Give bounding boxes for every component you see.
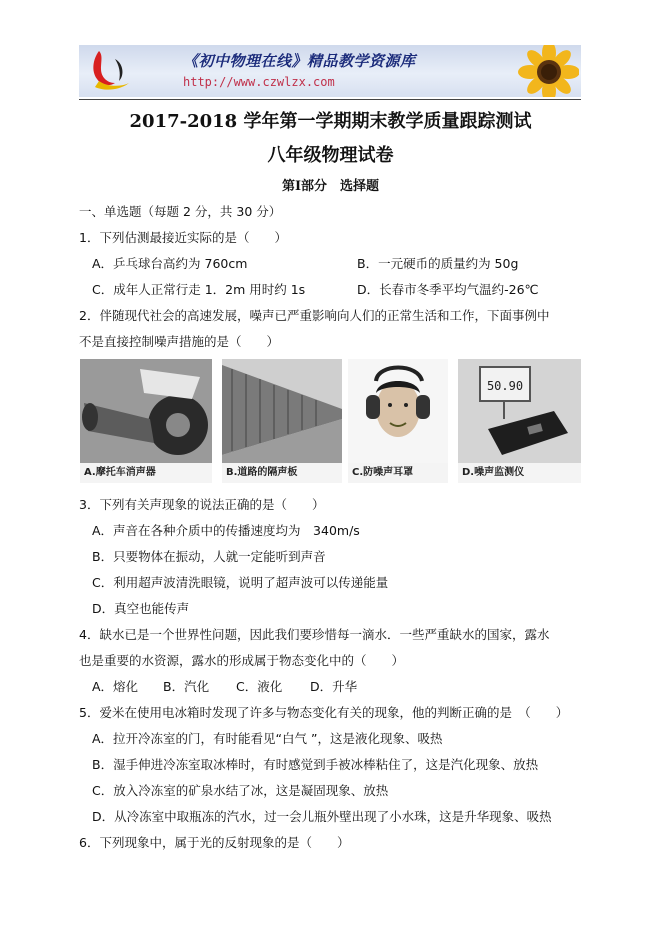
caption-a: A.摩托车消声器	[80, 463, 212, 483]
question-3-option-c: C．利用超声波清洗眼镜，说明了超声波可以传递能量	[92, 575, 389, 590]
question-1-option-a: A．乒乓球台高约为 760cm	[92, 256, 248, 271]
banner-title: 《初中物理在线》精品教学资源库	[183, 52, 416, 70]
exam-title: 2017-2018 学年第一学期期末教学质量跟踪测试	[129, 111, 532, 132]
caption-d: D.噪声监测仪	[458, 463, 581, 483]
photo-road-barrier	[222, 359, 342, 483]
caption-b: B.道路的隔声板	[222, 463, 342, 483]
question-5-option-b: B．湿手伸进冷冻室取冰棒时，有时感觉到手被冰棒粘住了，这是汽化现象、放热	[92, 757, 539, 772]
question-3-option-b: B．只要物体在振动，人就一定能听到声音	[92, 549, 326, 564]
photo-motorcycle-muffler	[80, 359, 212, 483]
question-1-option-c: C．成年人正常行走 1．2m 用时约 1s	[92, 282, 306, 297]
monitor-display: 50.90	[486, 379, 524, 393]
photo-earmuffs	[348, 359, 448, 483]
question-2-stem-line-1: 2．伴随现代社会的高速发展，噪声已严重影响向人们的正常生活和工作，下面事例中	[79, 308, 550, 323]
question-3-stem: 3．下列有关声现象的说法正确的是（ ）	[79, 497, 325, 512]
exam-subtitle: 八年级物理试卷	[267, 145, 394, 166]
question-4-option-b: B．汽化	[163, 679, 210, 694]
question-5-stem: 5．爱米在使用电冰箱时发现了许多与物态变化有关的现象，他的判断正确的是 （ ）	[79, 705, 569, 720]
question-2-stem-line-2: 不是直接控制噪声措施的是（ ）	[79, 334, 280, 349]
site-logo-icon	[85, 49, 133, 93]
banner-url: http://www.czwlzx.com	[183, 75, 335, 89]
question-2-figure	[80, 359, 581, 483]
question-1-option-d: D．长春市冬季平均气温约-26℃	[357, 282, 539, 297]
question-3-option-a: A．声音在各种介质中的传播速度均为 340m/s	[92, 523, 360, 538]
section-heading: 一、单选题（每题 2 分，共 30 分）	[79, 204, 282, 219]
question-1-stem: 1．下列估测最接近实际的是（ ）	[79, 230, 287, 245]
part-heading: 第Ⅰ部分 选择题	[281, 179, 380, 194]
sunflower-icon	[509, 45, 579, 97]
question-3-option-d: D．真空也能传声	[92, 601, 190, 616]
question-1-option-b: B．一元硬币的质量约为 50g	[357, 256, 519, 271]
question-6-stem: 6．下列现象中，属于光的反射现象的是（ ）	[79, 835, 350, 850]
question-5-option-a: A．拉开冷冻室的门，有时能看见“白气 ”，这是液化现象、吸热	[92, 731, 443, 746]
photo-noise-monitor	[458, 359, 581, 483]
caption-c: C.防噪声耳罩	[348, 463, 448, 483]
question-5-option-c: C．放入冷冻室的矿泉水结了冰，这是凝固现象、放热	[92, 783, 389, 798]
site-banner	[79, 45, 581, 97]
question-4-stem-line-1: 4．缺水已是一个世界性问题，因此我们要珍惜每一滴水．一些严重缺水的国家，露水	[79, 627, 550, 642]
question-4-option-a: A．熔化	[92, 679, 139, 694]
question-4-stem-line-2: 也是重要的水资源，露水的形成属于物态变化中的（ ）	[79, 653, 405, 668]
header-rule	[79, 99, 581, 100]
question-4-option-d: D．升华	[310, 679, 358, 694]
question-4-option-c: C．液化	[236, 679, 283, 694]
question-5-option-d: D．从冷冻室中取瓶冻的汽水，过一会儿瓶外壁出现了小水珠，这是升华现象、吸热	[92, 809, 552, 824]
